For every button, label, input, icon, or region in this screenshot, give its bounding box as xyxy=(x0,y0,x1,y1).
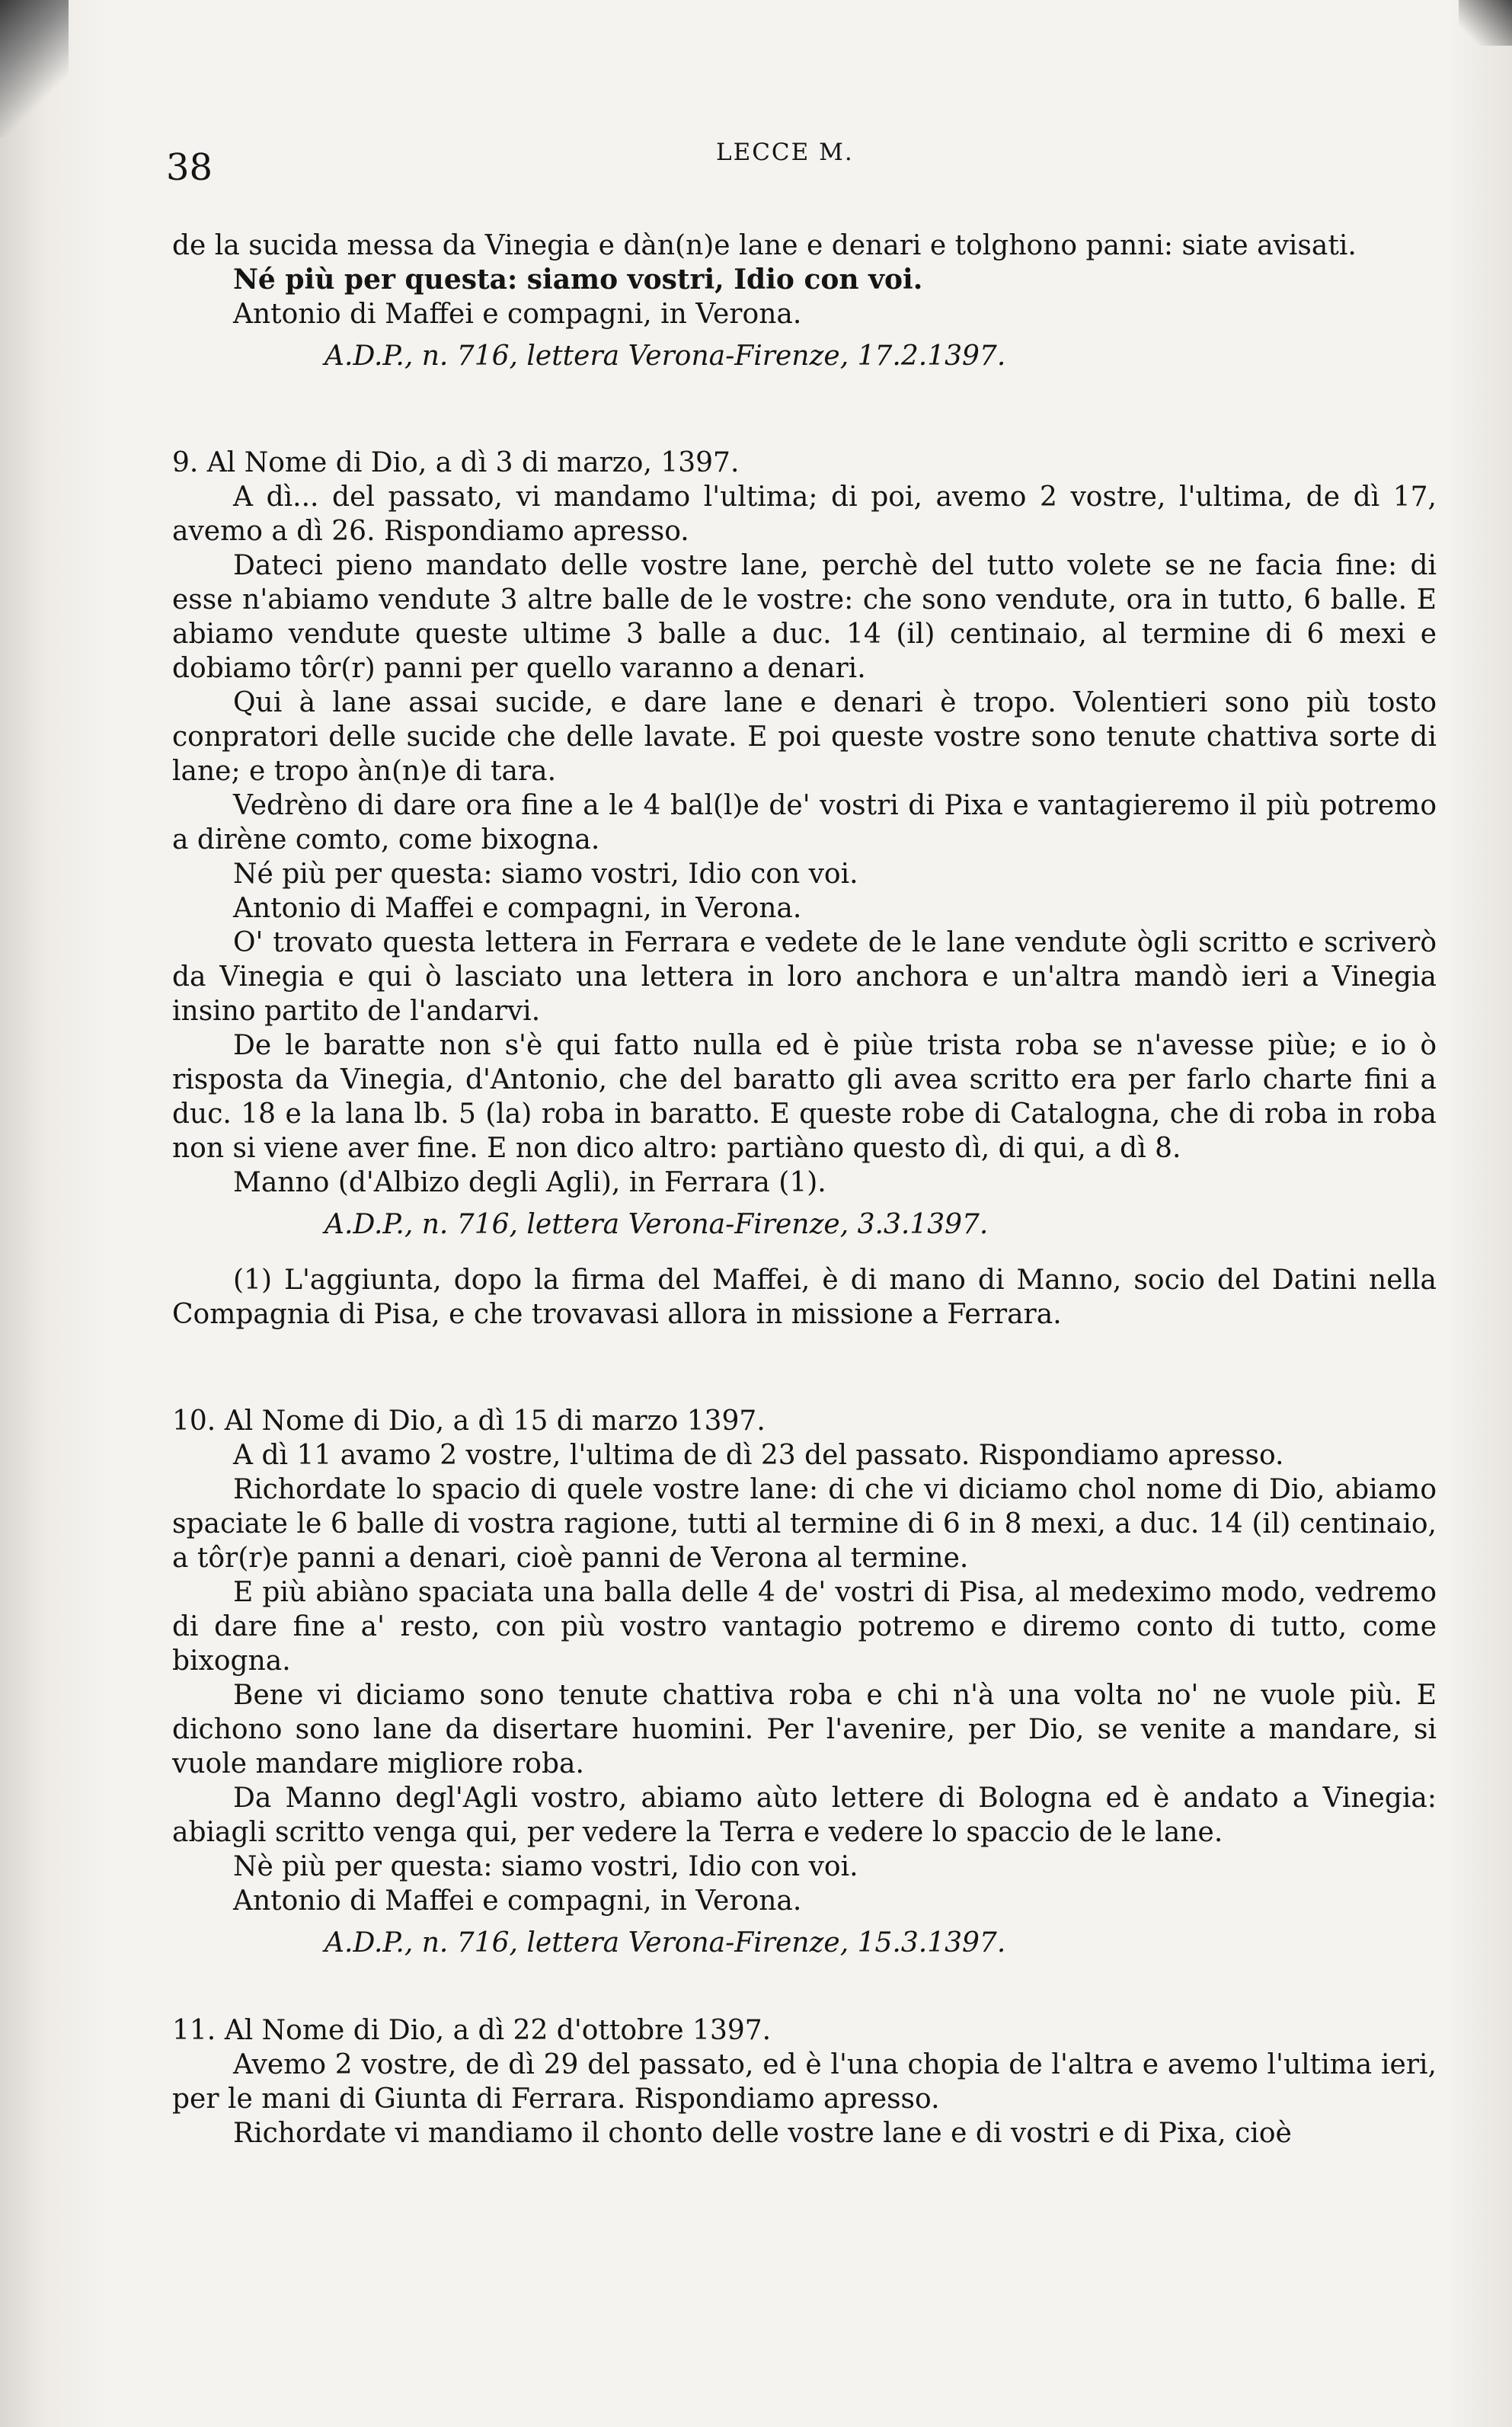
paragraph: A dì... del passato, vi mandamo l'ultima; di poi, avemo 2 vostre, l'ultima, de dì 17, avemo a dì 26. Rispondiamo apresso. xyxy=(172,481,1437,547)
paragraph: A dì 11 avamo 2 vostre, l'ultima de dì 23 del passato. Rispondiamo apresso. xyxy=(233,1440,1284,1471)
text-line: Né più per questa: siamo vostri, Idio con voi. xyxy=(233,264,923,296)
letter-10 xyxy=(172,1404,1437,1960)
previous-letter-end xyxy=(172,229,1437,373)
letter-11 xyxy=(172,2013,1437,2150)
archive-citation: A.D.P., n. 716, lettera Verona-Firenze, 17.2.1397. xyxy=(324,341,1006,372)
spacer xyxy=(172,1332,1437,1404)
archive-citation: A.D.P., n. 716, lettera Verona-Firenze, 15.3.1397. xyxy=(324,1927,1006,1959)
signature: Antonio di Maffei e compagni, in Verona. xyxy=(233,299,802,330)
scan-shadow-left xyxy=(0,0,69,137)
spacer xyxy=(172,373,1437,446)
paragraph: Richordate lo spacio di quele vostre lane: di che vi diciamo chol nome di Dio, abiamo spaciate le 6 balle di vostra ragione, tutti al termine di 6 in 8 mexi, a duc. 14 (il) centinaio, a tôr(r)e panni a denari, cioè panni de Verona al termine. xyxy=(172,1474,1437,1574)
letter-heading: 10. Al Nome di Dio, a dì 15 di marzo 1397. xyxy=(172,1405,766,1437)
text-line: de la sucida messa da Vinegia e dàn(n)e lane e denari e tolghono panni: siate avisati. xyxy=(172,230,1357,261)
paragraph: Né più per questa: siamo vostri, Idio con voi. xyxy=(233,859,858,890)
paragraph: Da Manno degl'Agli vostro, abiamo aùto lettere di Bologna ed è andato a Vinegia: abiagli scritto venga qui, per vedere la Terra e vedere lo spaccio de le lane. xyxy=(172,1783,1437,1848)
paragraph: Nè più per questa: siamo vostri, Idio con voi. xyxy=(233,1851,858,1882)
spacer xyxy=(172,1960,1437,2013)
paragraph: Avemo 2 vostre, de dì 29 del passato, ed è l'una chopia de l'altra e avemo l'ultima ieri, per le mani di Giunta di Ferrara. Rispondiamo apresso. xyxy=(172,2049,1437,2115)
paragraph: O' trovato questa lettera in Ferrara e vedete de le lane vendute ògli scritto e scriverò da Vinegia e qui ò lasciato una lettera in loro anchora e un'altra mandò ieri a Vinegia insino partito de l'andarvi. xyxy=(172,927,1437,1027)
paragraph: Qui à lane assai sucide, e dare lane e denari è tropo. Volentieri sono più tosto conpratori delle sucide che delle lavate. E poi queste vostre sono tenute chattiva sorte di lane; e tropo àn(n)e di tara. xyxy=(172,687,1437,787)
signature: Antonio di Maffei e compagni, in Verona. xyxy=(233,893,802,924)
paragraph: De le baratte non s'è qui fatto nulla ed è piùe trista roba se n'avesse piùe; e io ò risposta da Vinegia, d'Antonio, che del baratto gli avea scritto era per farlo charte fini a duc. 18 e la lana lb. 5 (la) roba in baratto. E queste robe di Catalogna, che di roba in roba non si viene aver fine. E non dico altro: partiàno questo dì, di qui, a dì 8. xyxy=(172,1030,1437,1164)
signature: Antonio di Maffei e compagni, in Verona. xyxy=(233,1885,802,1917)
paragraph: Richordate vi mandiamo il chonto delle vostre lane e di vostri e di Pixa, cioè xyxy=(233,2118,1292,2149)
page-body xyxy=(172,229,1437,2150)
paragraph: Vedrèno di dare ora fine a le 4 bal(l)e de' vostri di Pixa e vantagieremo il più potremo a dirène comto, come bixogna. xyxy=(172,790,1437,855)
paragraph: E più abiàno spaciata una balla delle 4 de' vostri di Pisa, al medeximo modo, vedremo di dare fine a' resto, con più vostro vantagio potremo e diremo conto di tutto, come bixogna. xyxy=(172,1577,1437,1677)
letter-9 xyxy=(172,446,1437,1332)
spacer xyxy=(172,1242,1437,1263)
paragraph: Dateci pieno mandato delle vostre lane, perchè del tutto volete se ne facia fine: di esse n'abiamo vendute 3 altre balle de le vostre: che sono vendute, ora in tutto, 6 balle. E abiamo vendute queste ultime 3 balle a duc. 14 (il) centinaio, al termine di 6 mexi e dobiamo tôr(r) panni per quello varanno a denari. xyxy=(172,550,1437,684)
scan-shadow-right xyxy=(1459,0,1512,46)
signature: Manno (d'Albizo degli Agli), in Ferrara (1). xyxy=(233,1167,826,1198)
letter-heading: 9. Al Nome di Dio, a dì 3 di marzo, 1397. xyxy=(172,447,740,478)
archive-citation: A.D.P., n. 716, lettera Verona-Firenze, 3.3.1397. xyxy=(324,1209,989,1240)
footnote: (1) L'aggiunta, dopo la firma del Maffei, è di mano di Manno, socio del Datini nella Compagnia di Pisa, e che trovavasi allora in missione a Ferrara. xyxy=(172,1265,1437,1330)
paragraph: Bene vi diciamo sono tenute chattiva roba e chi n'à una volta no' ne vuole più. E dichono sono lane da disertare huomini. Per l'avenire, per Dio, se venite a mandare, si vuole mandare migliore roba. xyxy=(172,1680,1437,1779)
page-number: 38 xyxy=(166,146,213,189)
letter-heading: 11. Al Nome di Dio, a dì 22 d'ottobre 1397. xyxy=(172,2015,772,2046)
running-head: LECCE M. xyxy=(716,139,854,166)
